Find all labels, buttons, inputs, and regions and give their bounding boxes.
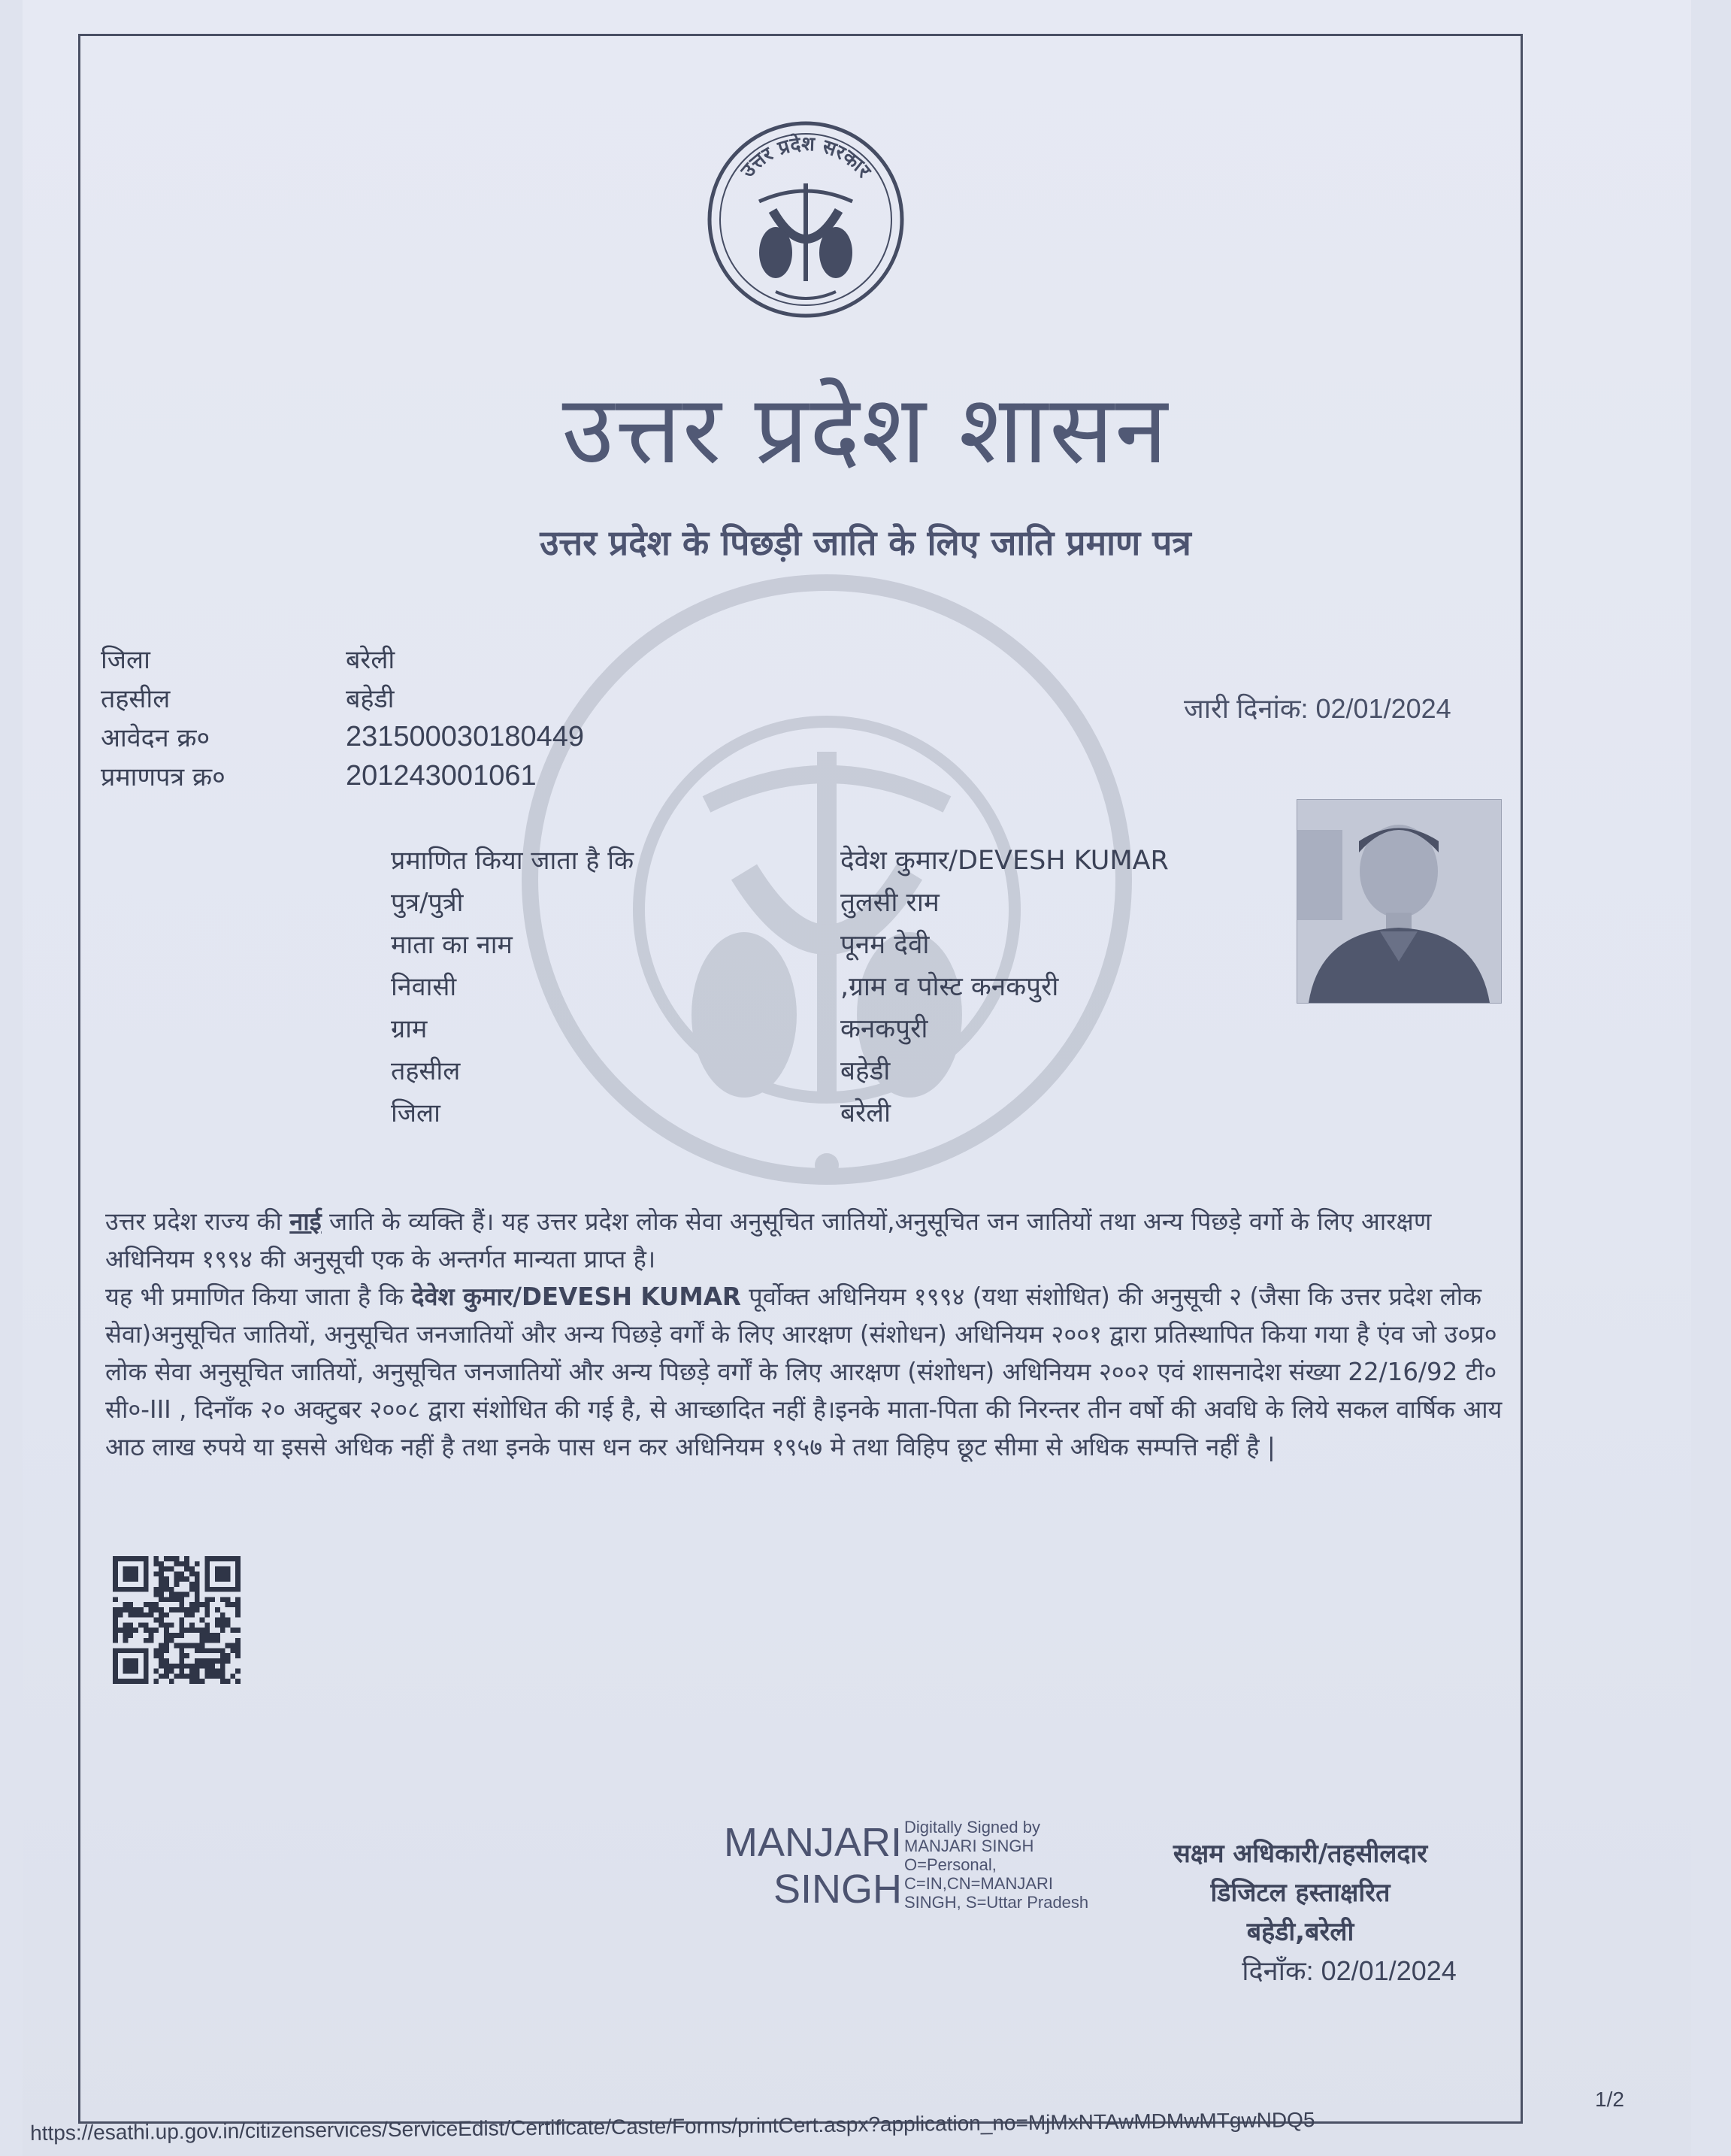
meta-value: 201243001061 [346,759,537,792]
issue-date: जारी दिनांक: 02/01/2024 [1184,693,1451,724]
detail-row-residence [391,964,1169,1007]
signature-detail-line: C=IN,CN=MANJARI [904,1874,1054,1893]
detail-row-tehsil [391,1049,1169,1091]
detail-label: पुत्र/पुत्री [391,888,464,918]
detail-label: ग्राम [391,1014,428,1044]
signature-detail-line: MANJARI SINGH [904,1837,1034,1855]
signature-detail-line: SINGH, S=Uttar Pradesh [904,1893,1089,1912]
svg-text:उत्तर प्रदेश सरकार: उत्तर प्रदेश सरकार [736,132,876,183]
meta-value: बरेली [346,645,395,675]
meta-value: 231500030180449 [346,720,585,752]
body-text-span: यह भी प्रमाणित किया जाता है कि [105,1282,412,1311]
applicant-details [391,838,1169,1133]
body-paragraph-1 [105,1203,1503,1278]
meta-label: तहसील [101,684,171,714]
officer-digitally-signed: डिजिटल हस्ताक्षरित [1210,1878,1391,1908]
meta-row-application-no [101,717,584,756]
detail-label: निवासी [391,972,457,1002]
certificate-subtitle: उत्तर प्रदेश के पिछड़ी जाति के लिए जाति प्रमाण पत्र [540,522,1191,563]
signature-detail-line: Digitally Signed by [904,1818,1040,1837]
document-title: उत्तर प्रदेश शासन [561,374,1170,485]
officer-location: बहेडी,बरेली [1246,1917,1354,1947]
applicant-name-inline: देवेश कुमार/DEVESH KUMAR [411,1282,741,1311]
meta-label: जिला [101,645,150,675]
body-text-span: पूर्वोक्त अधिनियम १९९४ (यथा संशोधित) की अनुसूची २ (जैसा कि उत्तर प्रदेश लोक सेवा)अनुसूचित जातियों, अनुसूचित जनजातियों और अन्य पिछड़े वर्गों के लिए आरक्षण (संशोधन) अधिनियम २००१ द्वारा प्रतिस्थापित किया गया है एंव जो उ०प्र० लोक सेवा अनुसूचित जातियों, अनुसूचित जनजातियों और अन्य पिछड़े वर्गों के लिए आरक्षण (संशोधन) अधिनियम २००२ एवं शासनादेश संख्या 22/16/92 टी० सी०-III , दिनाँक २० अक्टुबर २००८ द्वारा संशोधित की गई है, से आच्छादित नहीं है।इनके माता-पिता की निरन्तर तीन वर्षो की अवधि के लिये सकल वार्षिक आय आठ लाख रुपये या इससे अधिक नहीं है तथा इनके पास धन कर अधिनियम १९५७ मे तथा विहिप छूट सीमा से अधिक सम्पत्ति नहीं है | [105,1282,1503,1461]
detail-row-village [391,1007,1169,1049]
up-government-emblem-icon [707,120,905,319]
applicant-portrait-icon [1297,800,1501,1003]
detail-value: तुलसी राम [840,887,940,918]
applicant-photo [1297,799,1502,1004]
digital-signature-name [718,1819,902,1912]
certificate-body [105,1203,1503,1466]
digital-signature-details [904,1818,1130,1912]
detail-label: माता का नाम [391,930,513,960]
caste-name: नाई [289,1207,322,1236]
detail-value: बहेडी [840,1055,891,1086]
certificate-meta [101,639,584,795]
signature-name-line: SINGH [773,1867,902,1912]
meta-label: प्रमाणपत्र क्र० [101,762,225,792]
detail-value: ,ग्राम व पोस्ट कनकपुरी [840,971,1059,1002]
print-url: https://esathi.up.gov.in/citizenservices/ServiceEdist/Certificate/Caste/Forms/printCert.aspx?application_no=MjMxNTAwMDMwMTgwNDQ5 [30,2108,1315,2145]
verification-qr-code-icon[interactable] [113,1556,241,1684]
page-number: 1/2 [1595,2088,1624,2111]
detail-row-father [391,880,1169,922]
body-text-span: उत्तर प्रदेश राज्य की [105,1207,290,1236]
meta-row-tehsil [101,678,584,717]
detail-value: कनकपुरी [840,1013,928,1044]
meta-row-certificate-no [101,756,584,795]
detail-label: जिला [391,1098,440,1128]
detail-value: बरेली [840,1098,891,1128]
body-text-span: जाति के व्यक्ति हैं। यह उत्तर प्रदेश लोक सेवा अनुसूचित जातियों,अनुसूचित जन जातियों तथा अन्य पिछड़े वर्गो के लिए आरक्षण अधिनियम १९९४ की अनुसूची एक के अन्तर्गत मान्यता प्राप्त है। [105,1207,1432,1273]
detail-row-mother [391,922,1169,964]
meta-value: बहेडी [346,684,395,714]
signature-detail-line: O=Personal, [904,1855,997,1874]
detail-value: पूनम देवी [840,929,930,960]
meta-label: आवेदन क्र० [101,723,210,753]
officer-designation: सक्षम अधिकारी/तहसीलदार [1173,1839,1428,1869]
issuing-officer-block [1127,1834,1473,1991]
detail-label: प्रमाणित किया जाता है कि [391,846,634,876]
detail-label: तहसील [391,1056,461,1086]
officer-sign-date: दिनाँक: 02/01/2024 [1242,1955,1457,1986]
body-paragraph-2 [105,1278,1503,1466]
detail-row-district [391,1091,1169,1133]
meta-row-district [101,639,584,678]
detail-row-name [391,838,1169,880]
signature-name-line: MANJARI [723,1820,902,1865]
detail-value: देवेश कुमार/DEVESH KUMAR [840,845,1169,876]
